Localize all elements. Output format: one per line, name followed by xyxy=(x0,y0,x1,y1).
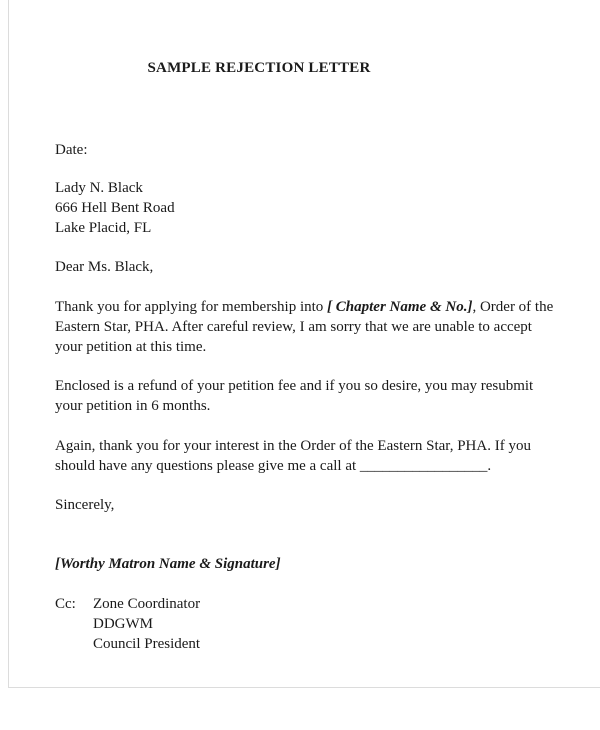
paragraph1-line1 xyxy=(55,297,553,317)
paragraph1-line2: Eastern Star, PHA. After careful review, I am sorry that we are unable to accept xyxy=(55,319,532,335)
recipient-name: Lady N. Black xyxy=(55,180,143,196)
signature-placeholder: [Worthy Matron Name & Signature] xyxy=(55,556,281,572)
paragraph2-line2: your petition in 6 months. xyxy=(55,398,211,414)
salutation: Dear Ms. Black, xyxy=(55,259,154,275)
paragraph2-line1: Enclosed is a refund of your petition fee and if you so desire, you may resubmit xyxy=(55,378,534,394)
cc-recipient: DDGWM xyxy=(93,616,153,632)
recipient-city: Lake Placid, FL xyxy=(55,220,152,236)
date-label: Date: xyxy=(55,142,88,158)
paragraph3-line1: Again, thank you for your interest in the Order of the Eastern Star, PHA. If you xyxy=(55,438,531,454)
paragraph1-text-end: , Order of the xyxy=(472,299,554,315)
paragraph1-text-start: Thank you for applying for membership into xyxy=(55,299,328,315)
paragraph1-line3: your petition at this time. xyxy=(55,339,207,355)
chapter-name-placeholder: [ Chapter Name & No.] xyxy=(327,299,473,315)
document-page xyxy=(8,0,600,688)
paragraph3-line2: should have any questions please give me a call at _________________. xyxy=(55,458,492,474)
cc-recipient: Zone Coordinator xyxy=(93,596,201,612)
cc-recipient: Council President xyxy=(93,636,201,652)
recipient-street: 666 Hell Bent Road xyxy=(55,200,175,216)
letter-title: SAMPLE REJECTION LETTER xyxy=(147,60,371,76)
cc-label: Cc: xyxy=(55,596,76,612)
closing: Sincerely, xyxy=(55,497,115,513)
